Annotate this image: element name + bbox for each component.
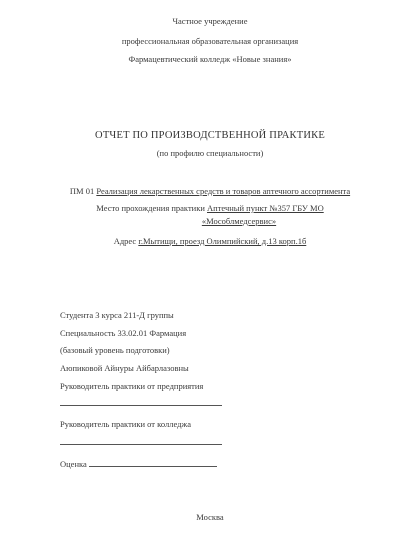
grade-label: Оценка: [60, 459, 87, 469]
practice-place-value: Аптечный пункт №357 ГБУ МО: [207, 203, 324, 213]
header-college-name: Фармацевтический колледж «Новые знания»: [128, 54, 292, 64]
footer-city: Москва: [196, 512, 224, 522]
report-subtitle: (по профилю специальности): [156, 148, 264, 158]
report-title: ОТЧЕТ ПО ПРОИЗВОДСТВЕННОЙ ПРАКТИКЕ: [95, 130, 325, 141]
module-line: [0, 186, 420, 196]
address-label: Адрес: [113, 236, 137, 246]
practice-place-value-cont: «Мособлмедсервис»: [201, 216, 277, 226]
practice-place-label: Место прохождения практики: [96, 203, 205, 213]
header-organization-type: профессиональная образовательная организация: [121, 36, 299, 46]
student-course-group: Студента 3 курса 211-Д группы: [60, 310, 174, 320]
college-supervisor-signature-line: [60, 436, 222, 447]
student-name: Аюпиковой Айнуры Айбарлазовны: [60, 363, 189, 373]
header-institution-type: Частное учреждение: [172, 16, 248, 26]
address-value: г.Мытищи, проезд Олимпийский, д.13 корп.1б: [138, 236, 307, 246]
enterprise-supervisor-signature-line: [60, 397, 222, 408]
practice-place-line: [0, 203, 420, 213]
student-level: (базовый уровень подготовки): [60, 345, 170, 355]
module-code: ПМ 01: [69, 186, 95, 196]
college-supervisor-label: Руководитель практики от колледжа: [60, 419, 192, 429]
grade-line: [60, 458, 217, 469]
module-name: Реализация лекарственных средств и товаров аптечного ассортимента: [96, 186, 351, 196]
student-specialty: Специальность 33.02.01 Фармация: [60, 328, 187, 338]
practice-place-line2: [0, 216, 420, 226]
enterprise-supervisor-label: Руководитель практики от предприятия: [60, 381, 204, 391]
address-line: [0, 236, 420, 246]
